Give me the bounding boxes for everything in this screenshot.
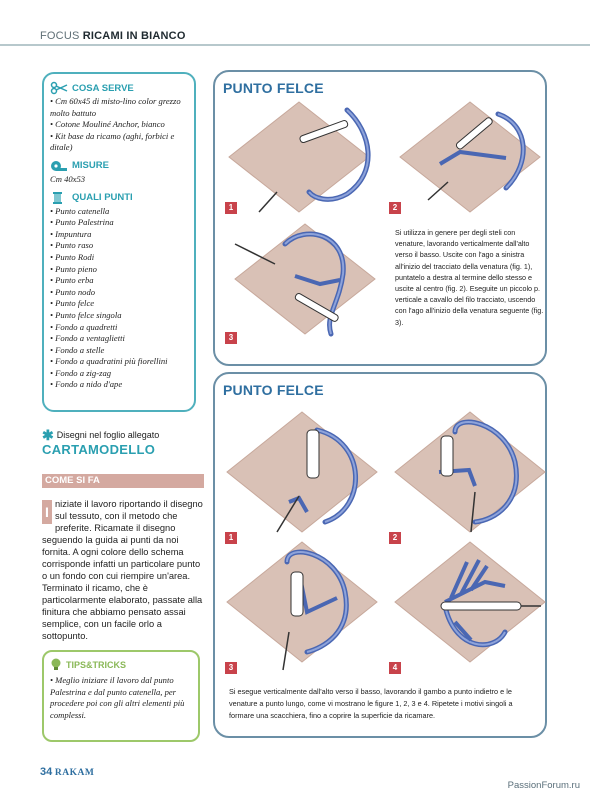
list-item: • Fondo a quadratini più fiorellini bbox=[50, 356, 188, 368]
thread-spool-icon bbox=[50, 192, 68, 204]
stitch-figure-3 bbox=[227, 542, 377, 672]
lightbulb-icon bbox=[50, 658, 62, 671]
stitch-figure-4 bbox=[395, 542, 545, 672]
list-item: • Punto catenella bbox=[50, 206, 188, 218]
cartamodello-line1: Disegni nel foglio allegato bbox=[56, 430, 160, 440]
list-item: • Cm 60x45 di misto-lino color grezzo molto battuto bbox=[50, 96, 188, 119]
list-item: • Fondo a stelle bbox=[50, 345, 188, 357]
figure-number: 4 bbox=[389, 662, 401, 674]
stitch-figure-3 bbox=[235, 224, 375, 344]
tips-box bbox=[42, 650, 200, 742]
figure-number: 3 bbox=[225, 332, 237, 344]
come-si-fa-title: COME SI FA bbox=[45, 475, 100, 486]
list-item: • Punto felce bbox=[50, 298, 188, 310]
scissors-icon bbox=[50, 82, 68, 94]
list-item: • Punto Palestrina bbox=[50, 217, 188, 229]
focus-label: FOCUS bbox=[40, 30, 80, 42]
cartamodello-note bbox=[42, 427, 160, 457]
cosa-serve-list bbox=[50, 96, 188, 154]
come-si-fa-body bbox=[42, 498, 204, 642]
list-item: • Punto felce singola bbox=[50, 310, 188, 322]
page-footer bbox=[40, 766, 94, 778]
cosa-serve-title: COSA SERVE bbox=[72, 82, 134, 94]
list-item: • Punto nodo bbox=[50, 287, 188, 299]
tips-text: • Meglio iniziare il lavoro dal punto Palestrina e dal punto catenella, per procedere poi con gli altri elementi più complessi. bbox=[50, 675, 185, 720]
tips-heading bbox=[50, 658, 192, 671]
stitch-figure-2 bbox=[395, 412, 545, 542]
stitch-figure-1 bbox=[227, 412, 377, 542]
panel-description: Si utilizza in genere per degli steli con venature, lavorando verticalmente dall'alto verso il basso. Uscite con l'ago a sinistra all'inizio del tracciato della venatura (fig. 1), puntatelo a destra al termine dello stesso e uscite al centro (fig. 2). Eseguite un piccolo p. verticale a cavallo del filo tracciato, uscendo con l'ago all'inizio della venatura seguente (fig. 3). bbox=[395, 228, 544, 327]
asterisk-icon: ✱ bbox=[42, 427, 54, 443]
figure-number: 3 bbox=[225, 662, 237, 674]
stitch-figure-2 bbox=[400, 102, 540, 222]
quali-punti-title: QUALI PUNTI bbox=[72, 192, 133, 204]
panel-description: Si esegue verticalmente dall'alto verso il basso, lavorando il gambo a punto indietro e le venature a punto lungo, come vi mostrano le figure 1, 2, 3 e 4. Ripetete i motivi singoli a formare una scacchiera, fino a coprire la superficie da ricamare. bbox=[229, 687, 513, 720]
come-si-fa-text: niziate il lavoro riportando il disegno sul tessuto, con il metodo che preferite. Ricamate il disegno seguendo la guida ai punti da noi fornita. A ogni colore dello schema corrisponde infatti un particolare punto o un fondo con cui riempire un'area. Terminato il ricamo, che è particolarmente elaborato, passate alla finitura che abbiamo pensato assai semplice, con un facile orlo a sottopunto. bbox=[42, 499, 203, 641]
panel-title: PUNTO FELCE bbox=[223, 80, 324, 96]
header-divider bbox=[0, 44, 590, 46]
list-item: • Fondo a quadretti bbox=[50, 322, 188, 334]
panel-title: PUNTO FELCE bbox=[223, 382, 324, 398]
figure-number: 1 bbox=[225, 532, 237, 544]
punto-felce-panel-2 bbox=[213, 372, 547, 738]
list-item: • Punto Rodi bbox=[50, 252, 188, 264]
list-item: • Fondo a ventaglietti bbox=[50, 333, 188, 345]
punto-felce-panel-1 bbox=[213, 70, 547, 366]
quali-punti-list bbox=[50, 206, 188, 392]
drop-cap: I bbox=[42, 500, 52, 524]
list-item: • Cotone Mouliné Anchor, bianco bbox=[50, 119, 188, 131]
cosa-serve-heading bbox=[50, 82, 188, 94]
tips-title: TIPS&TRICKS bbox=[66, 659, 127, 670]
figure-number: 2 bbox=[389, 202, 401, 214]
come-si-fa-bar bbox=[42, 474, 204, 488]
misure-heading bbox=[50, 160, 188, 172]
figure-number: 2 bbox=[389, 532, 401, 544]
stitch-figure-1 bbox=[229, 102, 369, 222]
page-number: 34 bbox=[40, 766, 53, 778]
measuring-tape-icon bbox=[50, 160, 68, 172]
misure-value: Cm 40x53 bbox=[50, 173, 86, 184]
list-item: • Kit base da ricamo (aghi, forbici e ditale) bbox=[50, 131, 188, 154]
page-header bbox=[40, 30, 186, 42]
list-item: • Punto raso bbox=[50, 240, 188, 252]
list-item: • Impuntura bbox=[50, 229, 188, 241]
section-title: RICAMI IN BIANCO bbox=[82, 30, 186, 42]
quali-punti-heading bbox=[50, 192, 188, 204]
misure-title: MISURE bbox=[72, 160, 109, 172]
watermark: PassionForum.ru bbox=[507, 780, 580, 791]
list-item: • Punto erba bbox=[50, 275, 188, 287]
cartamodello-title: CARTAMODELLO bbox=[42, 442, 156, 457]
list-item: • Punto pieno bbox=[50, 264, 188, 276]
magazine-name: RAKAM bbox=[54, 768, 95, 778]
figure-number: 1 bbox=[225, 202, 237, 214]
materials-box bbox=[42, 72, 196, 412]
list-item: • Fondo a nido d'ape bbox=[50, 379, 188, 391]
list-item: • Fondo a zig-zag bbox=[50, 368, 188, 380]
